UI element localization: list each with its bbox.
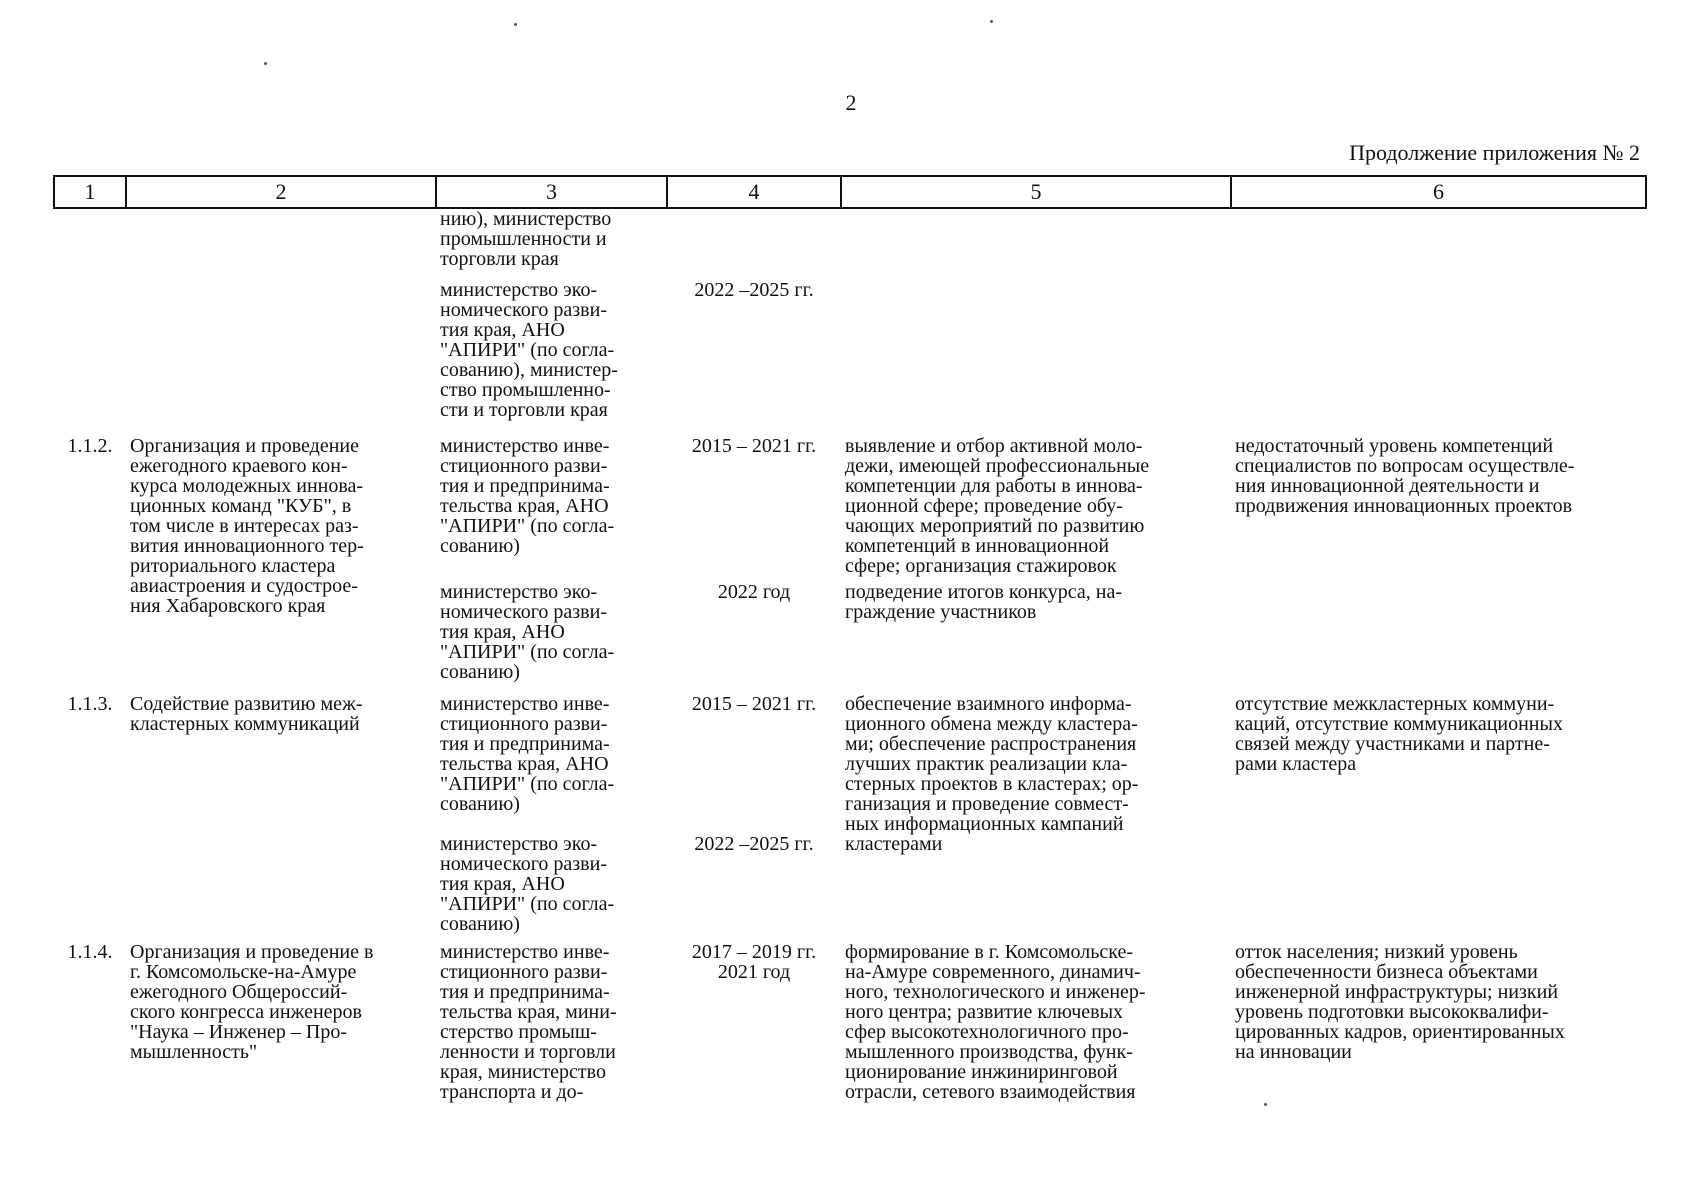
column-number-3: 3	[436, 176, 667, 208]
expected-result: подведение итогов конкурса, на- граждение участников	[845, 581, 1122, 623]
expected-result: обеспечение взаимного информа- ционного обмена между кластера- ми; обеспечение распространения лучших практик реализации кла- стерных проектов в кластерах; ор- ганизация и проведение совмест- ных информационных кампаний кластерами	[845, 693, 1139, 855]
item-number	[54, 274, 126, 428]
scan-speck	[264, 62, 267, 65]
implementation-period: 2015 – 2021 гг. 2022 –2025 гг.	[691, 693, 817, 855]
measure-name	[126, 208, 436, 274]
column-number-6: 6	[1231, 176, 1646, 208]
table-row	[54, 428, 1646, 582]
measure-name	[126, 274, 436, 428]
item-number: 1.1.2.	[67, 435, 113, 457]
table-row	[54, 208, 1646, 274]
item-number: 1.1.4.	[67, 941, 113, 963]
implementation-period	[667, 208, 841, 274]
expected-result	[841, 274, 1231, 428]
risk-consequence	[1231, 274, 1646, 428]
responsible-executor: нию), министерство промышленности и торговли края	[440, 208, 612, 270]
page-number: 2	[845, 90, 857, 115]
responsible-executor: министерство инве- стиционного разви- тия и предпринима- тельства края, АНО "АПИРИ" (по согла- сованию) министерство эко- номического разви- тия края, АНО "АПИРИ" (по согла- сованию)	[440, 693, 615, 935]
expected-result: формирование в г. Комсомольске- на-Амуре современного, динамич- ного, технологического и инженер- ного центра; развитие ключевых сфер высокотехнологичного про- мышленного производства, функ- ционирование инжиниринговой отрасли, сетевого взаимодействия	[845, 941, 1146, 1103]
column-number-4: 4	[667, 176, 841, 208]
risk-consequence: недостаточный уровень компетенций специалистов по вопросам осуществле- ния инновационной деятельности и продвижения инновационных проектов	[1235, 435, 1575, 517]
column-number-2: 2	[126, 176, 436, 208]
column-number-1: 1	[54, 176, 126, 208]
risk-consequence	[1231, 582, 1646, 686]
implementation-period: 2015 – 2021 гг.	[691, 435, 817, 457]
responsible-executor: министерство инве- стиционного разви- тия и предпринима- тельства края, мини- стерство промыш- ленности и торговли края, министерство транспорта и до-	[440, 941, 617, 1103]
table-row	[54, 686, 1646, 934]
appendix-continuation-note: Продолжение приложения № 2	[1349, 140, 1640, 165]
responsible-executor: министерство эко- номического разви- тия края, АНО "АПИРИ" (по согла- сованию)	[440, 581, 615, 683]
implementation-period: 2022 –2025 гг.	[694, 279, 814, 301]
expected-result: выявление и отбор активной моло- дежи, имеющей профессиональные компетенции для работы в иннова- ционной сфере; проведение обу- чающих мероприятий по развитию компетенций в инновационной сфере; организация стажировок	[845, 435, 1150, 577]
column-number-5: 5	[841, 176, 1231, 208]
item-number	[54, 582, 126, 686]
responsible-executor: министерство инве- стиционного разви- тия и предпринима- тельства края, АНО "АПИРИ" (по согла- сованию)	[440, 435, 615, 557]
implementation-period: 2017 – 2019 гг. 2021 год	[691, 941, 817, 983]
risk-consequence: отток населения; низкий уровень обеспеченности бизнеса объектами инженерной инфраструктуры; низкий уровень подготовки высококвалифи- цированных кадров, ориентированных на инновации	[1235, 941, 1565, 1063]
implementation-period: 2022 год	[717, 581, 791, 603]
measure-name: Содействие развитию меж- кластерных коммуникаций	[130, 693, 363, 735]
risk-consequence	[1231, 208, 1646, 274]
table-row	[54, 274, 1646, 428]
expected-result	[841, 208, 1231, 274]
item-number	[54, 208, 126, 274]
table-row	[54, 934, 1646, 1104]
measures-table	[53, 175, 1647, 1104]
scan-speck	[990, 20, 993, 23]
column-number-header-row	[54, 176, 1646, 208]
measure-name: Организация и проведение в г. Комсомольске-на-Амуре ежегодного Общероссий- ского конгресса инженеров "Наука – Инженер – Про- мышленность"	[130, 941, 374, 1063]
item-number: 1.1.3.	[67, 693, 113, 715]
responsible-executor: министерство эко- номического разви- тия края, АНО "АПИРИ" (по согла- сованию), министер- ство промышленно- сти и торговли края	[440, 279, 618, 421]
risk-consequence: отсутствие межкластерных коммуни- каций, отсутствие коммуникационных связей между участниками и партне- рами кластера	[1235, 693, 1563, 775]
measure-name: Организация и проведение ежегодного краевого кон- курса молодежных иннова- ционных команд "КУБ", в том числе в интересах раз- вития инновационного тер- риториального кластера авиастроения и судострое- ния Хабаровского края	[130, 435, 364, 617]
scan-speck	[514, 23, 517, 26]
